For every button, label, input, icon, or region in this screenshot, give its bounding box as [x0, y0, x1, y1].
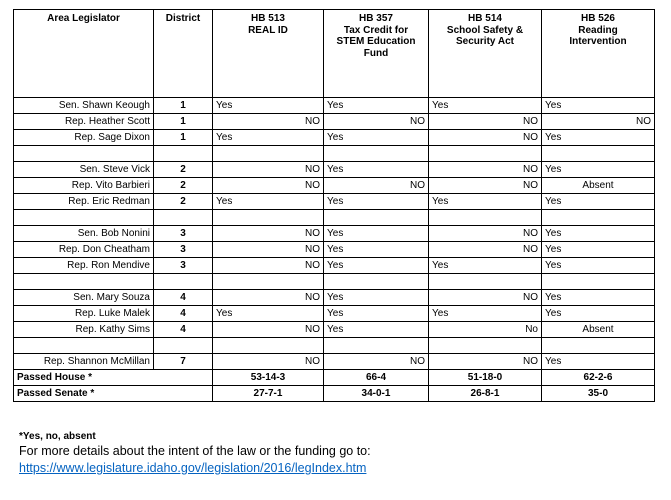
header-bill	[324, 10, 429, 98]
empty-cell	[542, 338, 655, 354]
vote-cell: NO	[213, 354, 324, 370]
bill-title-line: Intervention	[569, 36, 627, 47]
vote-cell: NO	[429, 226, 542, 242]
legislator-name: Sen. Steve Vick	[14, 162, 154, 178]
legislator-row	[14, 114, 655, 130]
vote-cell: Yes	[213, 130, 324, 146]
empty-cell	[542, 210, 655, 226]
spacer-row	[14, 146, 655, 162]
header-legislator: Area Legislator	[14, 10, 154, 98]
legislator-row	[14, 258, 655, 274]
legislator-name: Rep. Shannon McMillan	[14, 354, 154, 370]
bill-id: HB 357	[359, 13, 393, 24]
vote-cell: Yes	[213, 194, 324, 210]
bill-title-line: School Safety &	[446, 24, 524, 36]
empty-cell	[429, 210, 542, 226]
district-number: 4	[154, 322, 213, 338]
vote-cell: Absent	[542, 322, 655, 338]
vote-tally: 27-7-1	[213, 386, 324, 402]
vote-cell: Yes	[542, 258, 655, 274]
empty-cell	[154, 210, 213, 226]
district-number: 4	[154, 306, 213, 322]
vote-tally: 35-0	[542, 386, 655, 402]
legislator-row	[14, 226, 655, 242]
vote-cell: NO	[213, 226, 324, 242]
vote-cell: NO	[213, 322, 324, 338]
vote-cell: Yes	[542, 162, 655, 178]
bill-id: HB 514	[468, 13, 502, 24]
header-bill	[213, 10, 324, 98]
vote-cell: Yes	[213, 98, 324, 114]
vote-cell: Yes	[324, 242, 429, 258]
vote-cell: Yes	[324, 290, 429, 306]
empty-cell	[324, 146, 429, 162]
vote-cell: NO	[429, 178, 542, 194]
vote-cell: NO	[429, 162, 542, 178]
legislator-row	[14, 130, 655, 146]
empty-cell	[429, 146, 542, 162]
vote-cell: NO	[324, 354, 429, 370]
legislator-row	[14, 354, 655, 370]
bill-title-line: Tax Credit for	[343, 24, 409, 36]
legislator-name: Rep. Ron Mendive	[14, 258, 154, 274]
vote-cell: Yes	[324, 322, 429, 338]
vote-cell: NO	[429, 242, 542, 258]
vote-cell: No	[429, 322, 542, 338]
vote-cell: Yes	[324, 98, 429, 114]
vote-cell: Yes	[542, 306, 655, 322]
vote-cell: NO	[429, 130, 542, 146]
vote-cell: Yes	[542, 98, 655, 114]
bill-title-line: STEM Education	[336, 36, 416, 47]
legislator-row	[14, 178, 655, 194]
vote-tally: 34-0-1	[324, 386, 429, 402]
empty-cell	[213, 274, 324, 290]
legislation-link[interactable]: https://www.legislature.idaho.gov/legislation/2016/legIndex.htm	[19, 461, 367, 475]
vote-cell: Yes	[542, 290, 655, 306]
legislator-name: Rep. Don Cheatham	[14, 242, 154, 258]
bill-title-line: REAL ID	[248, 24, 288, 36]
vote-cell: NO	[213, 242, 324, 258]
spacer-row	[14, 338, 655, 354]
header-bill	[542, 10, 655, 98]
district-number: 1	[154, 130, 213, 146]
empty-cell	[324, 338, 429, 354]
vote-cell: Yes	[429, 194, 542, 210]
district-number: 2	[154, 178, 213, 194]
district-number: 7	[154, 354, 213, 370]
vote-cell: Yes	[324, 162, 429, 178]
vote-cell: Yes	[429, 98, 542, 114]
legislator-row	[14, 290, 655, 306]
empty-cell	[154, 338, 213, 354]
legislator-name: Sen. Bob Nonini	[14, 226, 154, 242]
empty-cell	[14, 210, 154, 226]
vote-cell: NO	[213, 178, 324, 194]
vote-cell: NO	[542, 114, 655, 130]
header-row	[14, 10, 655, 98]
legislator-name: Rep. Eric Redman	[14, 194, 154, 210]
vote-cell: Yes	[542, 130, 655, 146]
header-bill	[429, 10, 542, 98]
legislator-name: Rep. Kathy Sims	[14, 322, 154, 338]
bill-title-line: Fund	[363, 47, 389, 59]
bill-id: HB 526	[581, 13, 615, 24]
district-number: 1	[154, 114, 213, 130]
empty-cell	[324, 274, 429, 290]
legislator-name: Rep. Vito Barbieri	[14, 178, 154, 194]
bill-title-line: Security Act	[456, 36, 514, 47]
legislator-name: Rep. Luke Malek	[14, 306, 154, 322]
empty-cell	[154, 274, 213, 290]
district-number: 2	[154, 162, 213, 178]
legislator-name: Rep. Heather Scott	[14, 114, 154, 130]
vote-cell: NO	[429, 354, 542, 370]
table-body	[14, 98, 655, 402]
vote-cell: Yes	[324, 258, 429, 274]
empty-cell	[429, 274, 542, 290]
vote-cell: Yes	[542, 354, 655, 370]
vote-cell: Yes	[542, 242, 655, 258]
bill-title-line: Reading	[578, 24, 618, 36]
header-district: District	[154, 10, 213, 98]
vote-cell: NO	[429, 290, 542, 306]
more-info-text: For more details about the intent of the law or the funding go to:	[19, 444, 371, 458]
empty-cell	[14, 274, 154, 290]
totals-row	[14, 370, 655, 386]
legislator-row	[14, 194, 655, 210]
spacer-row	[14, 274, 655, 290]
vote-cell: NO	[429, 114, 542, 130]
legislator-row	[14, 162, 655, 178]
vote-tally: 53-14-3	[213, 370, 324, 386]
vote-cell: NO	[324, 114, 429, 130]
vote-cell: Yes	[213, 306, 324, 322]
vote-tally: 66-4	[324, 370, 429, 386]
totals-row	[14, 386, 655, 402]
vote-cell: Yes	[324, 226, 429, 242]
vote-tally: 51-18-0	[429, 370, 542, 386]
district-number: 3	[154, 242, 213, 258]
vote-cell: Yes	[429, 306, 542, 322]
empty-cell	[154, 146, 213, 162]
vote-cell: Absent	[542, 178, 655, 194]
empty-cell	[429, 338, 542, 354]
legislator-name: Rep. Sage Dixon	[14, 130, 154, 146]
empty-cell	[213, 210, 324, 226]
vote-cell: Yes	[324, 306, 429, 322]
vote-cell: NO	[213, 162, 324, 178]
empty-cell	[542, 146, 655, 162]
legislator-row	[14, 98, 655, 114]
footnote: *Yes, no, absent	[19, 431, 96, 442]
vote-cell: Yes	[542, 226, 655, 242]
vote-cell: Yes	[542, 194, 655, 210]
vote-cell: NO	[213, 114, 324, 130]
votes-table	[13, 9, 655, 402]
empty-cell	[324, 210, 429, 226]
district-number: 4	[154, 290, 213, 306]
vote-cell: NO	[213, 258, 324, 274]
footer	[19, 431, 371, 475]
empty-cell	[14, 146, 154, 162]
legislator-row	[14, 242, 655, 258]
vote-cell: Yes	[324, 194, 429, 210]
totals-label: Passed Senate *	[14, 386, 213, 402]
district-number: 2	[154, 194, 213, 210]
empty-cell	[542, 274, 655, 290]
district-number: 1	[154, 98, 213, 114]
empty-cell	[213, 146, 324, 162]
vote-tally: 62-2-6	[542, 370, 655, 386]
legislator-row	[14, 306, 655, 322]
vote-cell: Yes	[324, 130, 429, 146]
legislator-name: Sen. Mary Souza	[14, 290, 154, 306]
district-number: 3	[154, 258, 213, 274]
bill-id: HB 513	[251, 13, 285, 24]
vote-cell: NO	[324, 178, 429, 194]
vote-cell: Yes	[429, 258, 542, 274]
legislator-name: Sen. Shawn Keough	[14, 98, 154, 114]
totals-label: Passed House *	[14, 370, 213, 386]
district-number: 3	[154, 226, 213, 242]
vote-cell: NO	[213, 290, 324, 306]
spacer-row	[14, 210, 655, 226]
vote-tally: 26-8-1	[429, 386, 542, 402]
empty-cell	[14, 338, 154, 354]
legislator-row	[14, 322, 655, 338]
empty-cell	[213, 338, 324, 354]
